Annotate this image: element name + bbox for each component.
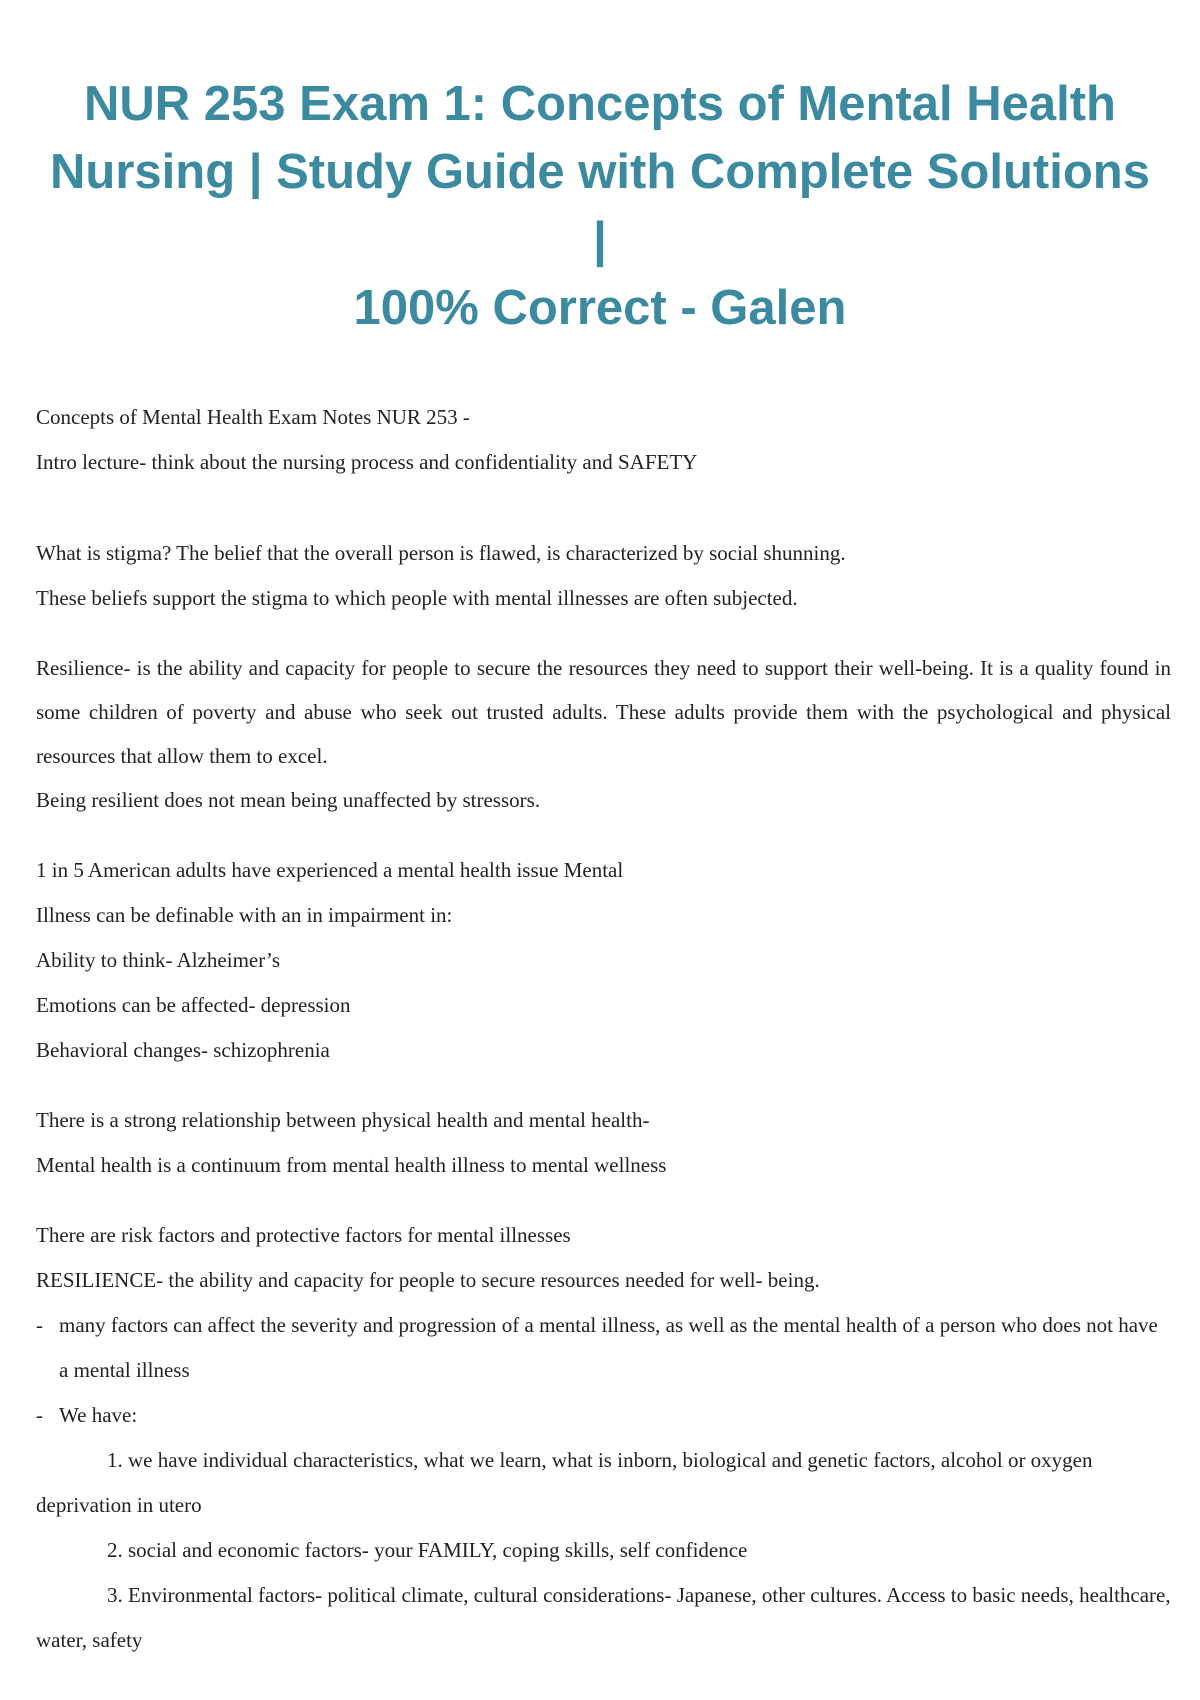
illness-definition: Illness can be definable with an in impairment in: [36, 903, 453, 927]
bullet-text: We have: [59, 1403, 138, 1427]
bullet-dash: - [36, 1403, 43, 1427]
bullet-text: many factors can affect the severity and progression of a mental illness, as well as the mental health of a person who does not have a mental illness [59, 1313, 1158, 1382]
relationship-line: There is a strong relationship between physical health and mental health- [36, 1108, 650, 1132]
numbered-item: 2. social and economic factors- your FAMILY, coping skills, self confidence [107, 1538, 748, 1562]
stigma-support: These beliefs support the stigma to which people with mental illnesses are often subjected. [36, 586, 798, 610]
spacer [36, 1188, 1171, 1213]
impairment-item: Behavioral changes- schizophrenia [36, 1038, 330, 1062]
stigma-definition: What is stigma? The belief that the overall person is flawed, is characterized by social shunning. [36, 541, 846, 565]
impairment-item: Emotions can be affected- depression [36, 993, 351, 1017]
resilience-paragraph: Resilience- is the ability and capacity for people to secure the resources they need to support their well-being. It is a quality found in some children of poverty and abuse who seek out trusted adults. These adults provide them with the psychological and physical resources that allow them to excel. [36, 656, 1171, 768]
spacer [36, 485, 1171, 531]
intro-line: Intro lecture- think about the nursing process and confidentiality and SAFETY [36, 450, 698, 474]
spacer [36, 621, 1171, 646]
spacer [36, 1073, 1171, 1098]
notes-heading: Concepts of Mental Health Exam Notes NUR 253 - [36, 405, 470, 429]
resilience-note: Being resilient does not mean being unaffected by stressors. [36, 788, 541, 812]
bullet-item [36, 1303, 1171, 1393]
title-line-1: NUR 253 Exam 1: Concepts of Mental Health [84, 77, 1116, 131]
numbered-item: 3. Environmental factors- political climate, cultural considerations- Japanese, other cultures. Access to basic needs, healthcare, water, safety [36, 1583, 1171, 1652]
bullet-item [36, 1393, 1171, 1438]
spacer [36, 823, 1171, 848]
statistic-line: 1 in 5 American adults have experienced a mental health issue Mental [36, 858, 624, 882]
continuum-line: Mental health is a continuum from mental health illness to mental wellness [36, 1153, 667, 1177]
risk-factors-line: There are risk factors and protective factors for mental illnesses [36, 1223, 571, 1247]
resilience-definition: RESILIENCE- the ability and capacity for people to secure resources needed for well- being. [36, 1268, 820, 1292]
bullet-dash: - [36, 1313, 43, 1337]
document-body [36, 395, 1171, 1663]
document-title [40, 70, 1160, 342]
title-line-3: 100% Correct - Galen [353, 281, 847, 335]
impairment-item: Ability to think- Alzheimer’s [36, 948, 281, 972]
title-line-2: Nursing | Study Guide with Complete Solutions | [50, 145, 1150, 267]
numbered-item: 1. we have individual characteristics, what we learn, what is inborn, biological and genetic factors, alcohol or oxygen deprivation in utero [36, 1448, 1093, 1517]
